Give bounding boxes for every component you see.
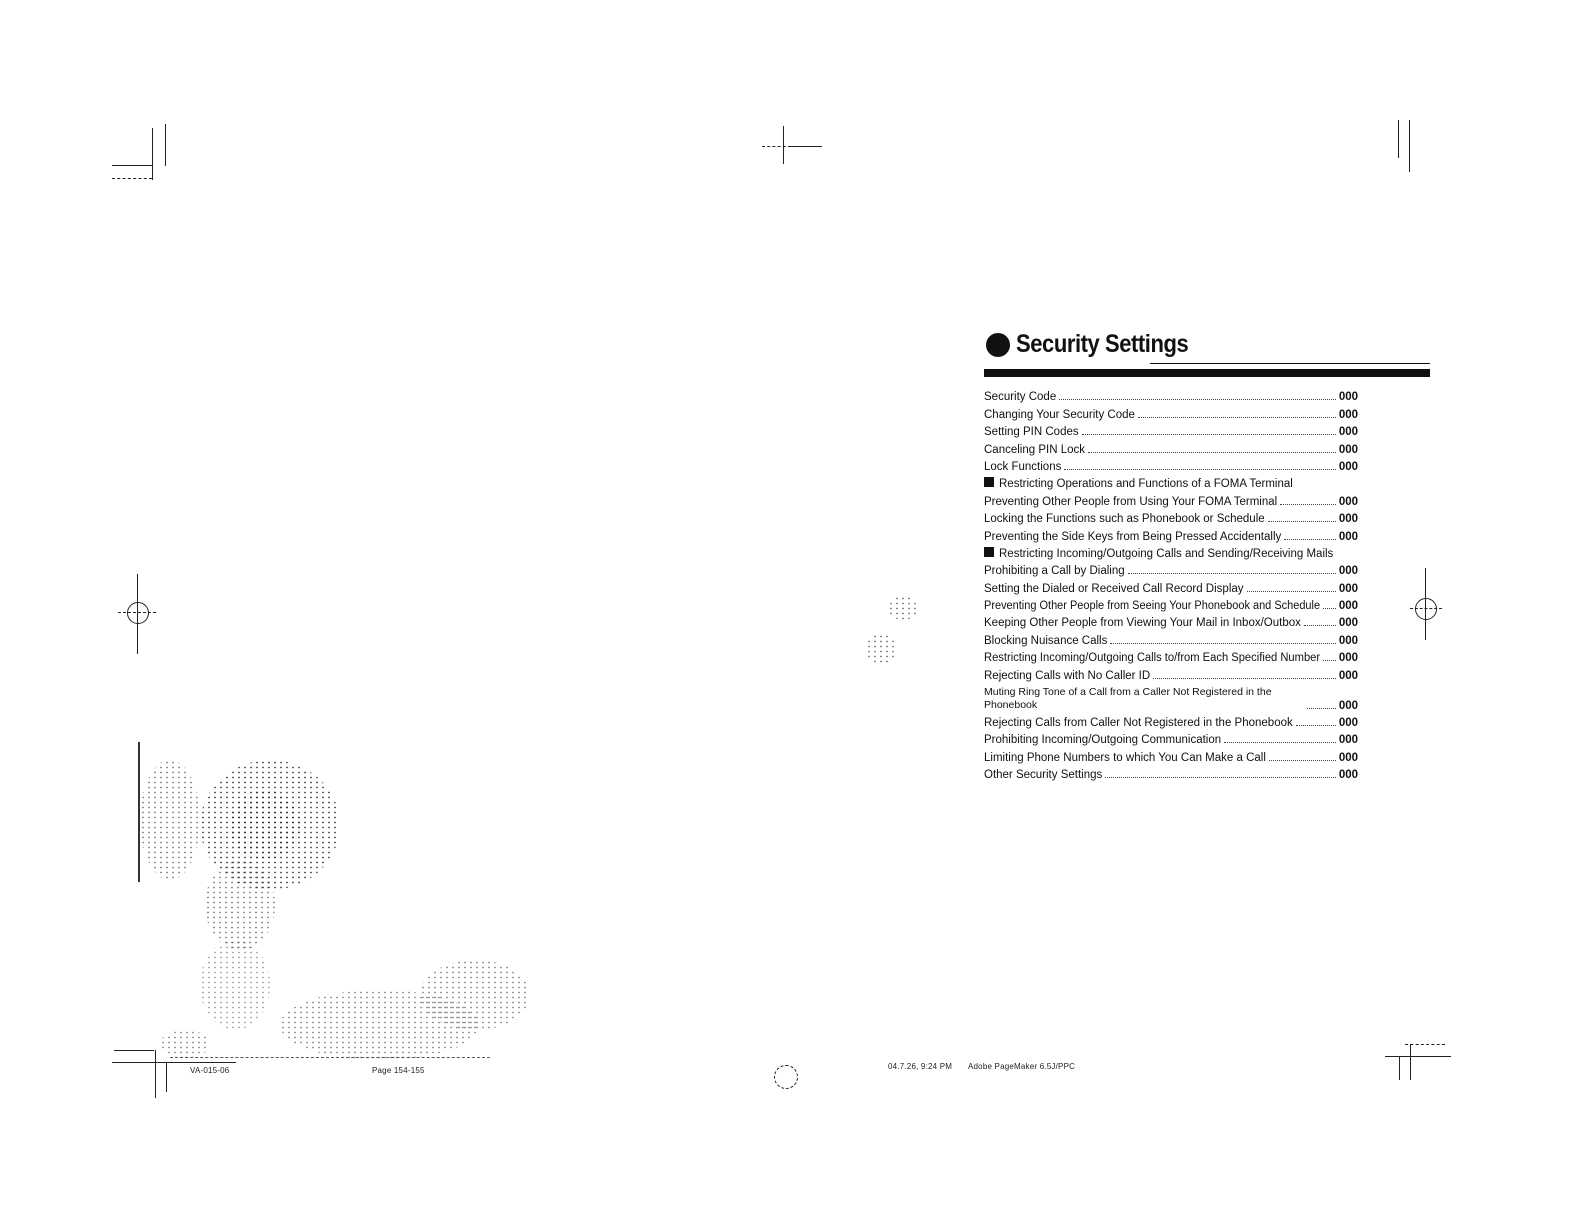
scan-speckle [160,1030,210,1058]
toc-entry-label: Changing Your Security Code [984,408,1135,421]
toc-entry[interactable] [984,386,1358,403]
toc-page-number: 000 [1338,734,1358,747]
toc-page-number: 000 [1338,565,1358,578]
toc-entry-label: Restricting Incoming/Outgoing Calls to/from Each Specified Number [984,652,1321,665]
toc-entry-label: Preventing Other People from Using Your FOMA Terminal [984,495,1278,508]
toc-entry-label: Setting the Dialed or Received Call Record Display [984,582,1244,595]
toc-entry[interactable] [984,664,1358,681]
toc-subheading [984,543,1358,560]
dot-leader [1128,573,1336,574]
toc-entry[interactable] [984,508,1358,525]
scan-speckle [230,790,300,860]
toc-page-number: 000 [1338,426,1358,439]
title-rule [1150,363,1430,364]
dot-leader [1105,777,1336,778]
dot-leader [1269,760,1336,761]
dot-leader [1307,708,1336,709]
toc-page-number: 000 [1338,460,1358,473]
registration-circle [127,602,149,624]
toc-entry[interactable] [984,577,1358,594]
crop-mark [155,1050,156,1098]
dot-leader [1268,521,1336,522]
toc-page-number: 000 [1338,443,1358,456]
toc-subheading [984,473,1358,490]
toc-entry[interactable] [984,612,1358,629]
toc-entry[interactable] [984,560,1358,577]
dot-leader [1064,469,1336,470]
section-title: Security Settings [1016,330,1189,358]
toc-entry-label: Other Security Settings [984,769,1103,782]
crop-mark [112,1062,236,1063]
toc-page-number: 000 [1338,769,1358,782]
dot-leader [1138,417,1336,418]
toc-page-number: 000 [1338,408,1358,421]
crop-mark [114,1050,154,1051]
crop-mark [1410,1044,1411,1080]
crop-mark [1385,1056,1451,1057]
toc-entry-label: Prohibiting Incoming/Outgoing Communication [984,734,1222,747]
toc-entry-label: Limiting Phone Numbers to which You Can Make a Call [984,751,1266,764]
toc-page-number: 000 [1338,530,1358,543]
dot-leader [1323,660,1336,661]
dot-leader [1280,504,1336,505]
toc-page-number: 000 [1338,582,1358,595]
toc-entry[interactable] [984,525,1358,542]
toc-page-number: 000 [1338,495,1358,508]
scan-speckle [140,760,200,880]
toc-subheading-label: Restricting Incoming/Outgoing Calls and Sending/Receiving Mails [999,547,1334,560]
toc-entry[interactable] [984,712,1358,729]
print-timestamp: 04.7.26, 9:24 PM [888,1062,953,1071]
toc-entry-label: Preventing Other People from Seeing Your Phonebook and Schedule [984,600,1321,613]
toc-entry[interactable] [984,595,1358,612]
toc-page-number: 000 [1338,513,1358,526]
toc-page-number: 000 [1338,751,1358,764]
toc-entry-label: Setting PIN Codes [984,426,1079,439]
dot-leader [1059,399,1336,400]
toc-page-number: 000 [1338,669,1358,682]
crop-mark [166,1062,167,1092]
toc-entry[interactable] [984,421,1358,438]
toc-entry-label: Canceling PIN Lock [984,443,1085,456]
toc-entry-label: Security Code [984,391,1057,404]
toc-entry-label: Blocking Nuisance Calls [984,634,1108,647]
crop-mark [1398,120,1399,158]
toc-entry[interactable] [984,490,1358,507]
toc-entry-label: Muting Ring Tone of a Call from a Caller Not Registered in the Phonebook [984,685,1272,711]
toc-page-number: 000 [1338,652,1358,665]
crop-mark [152,128,153,180]
print-application: Adobe PageMaker 6.5J/PPC [968,1062,1076,1071]
dot-leader [1088,452,1336,453]
scan-speckle [200,940,270,1030]
crop-mark [1409,120,1410,172]
dot-leader [1304,625,1336,626]
toc-entry-label: Prohibiting a Call by Dialing [984,565,1125,578]
dot-leader [1284,539,1336,540]
toc-entry-label: Lock Functions [984,460,1062,473]
dot-leader [1110,643,1336,644]
toc-page-number: 000 [1338,634,1358,647]
dot-leader [1153,678,1336,679]
registration-circle [774,1065,798,1089]
doc-id: VA-015-06 [190,1066,230,1075]
toc-page-number: 000 [1338,717,1358,730]
toc-entry-label: Rejecting Calls with No Caller ID [984,669,1151,682]
toc-entry[interactable] [984,729,1358,746]
crop-mark [112,178,152,179]
title-bar [984,369,1430,377]
scan-edge-line [170,1057,490,1058]
toc-page-number: 000 [1338,699,1358,712]
square-bullet-icon [984,547,994,557]
toc-entry-label: Locking the Functions such as Phonebook or Schedule [984,513,1265,526]
registration-mark [783,126,784,164]
section-header [986,330,1212,359]
scan-speckle [866,634,896,664]
bullet-icon [986,333,1010,357]
scan-speckle [205,860,275,950]
table-of-contents [984,386,1358,781]
dot-leader [1224,742,1336,743]
toc-subheading-label: Restricting Operations and Functions of a FOMA Terminal [999,478,1293,491]
toc-entry-label: Preventing the Side Keys from Being Pressed Accidentally [984,530,1282,543]
toc-entry[interactable] [984,456,1358,473]
toc-entry[interactable] [984,746,1358,763]
crop-mark [112,165,152,166]
toc-entry-label: Keeping Other People from Viewing Your Mail in Inbox/Outbox [984,617,1301,630]
toc-entry[interactable] [984,682,1358,712]
crop-mark [165,124,166,166]
registration-mark [790,146,822,147]
square-bullet-icon [984,477,994,487]
crop-mark [1405,1044,1445,1045]
dot-leader [1323,608,1336,609]
dot-leader [1296,725,1336,726]
dot-leader [1082,434,1336,435]
toc-page-number: 000 [1338,391,1358,404]
page-range: Page 154-155 [372,1066,425,1075]
toc-entry[interactable] [984,403,1358,420]
toc-entry[interactable] [984,629,1358,646]
toc-entry[interactable] [984,647,1358,664]
dot-leader [1247,591,1336,592]
toc-entry[interactable] [984,438,1358,455]
toc-page-number: 000 [1338,600,1358,613]
registration-circle [1415,598,1437,620]
toc-entry-label: Rejecting Calls from Caller Not Registered in the Phonebook [984,717,1293,730]
scan-speckle [420,960,530,1030]
crop-mark [1399,1056,1400,1080]
toc-entry[interactable] [984,764,1358,781]
toc-page-number: 000 [1338,617,1358,630]
scan-speckle [888,596,918,620]
